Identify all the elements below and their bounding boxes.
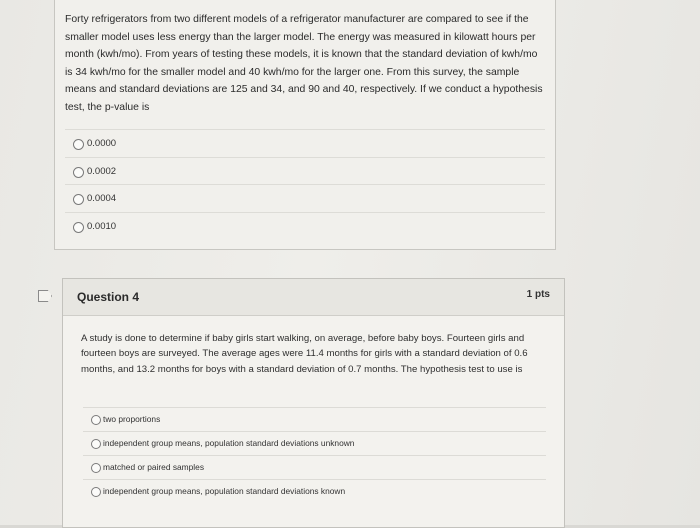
answer-label: independent group means, population standard deviations known <box>103 486 346 496</box>
question-3-answers <box>55 129 555 239</box>
answer-option-1[interactable] <box>83 407 546 431</box>
answer-label: 0.0000 <box>87 138 117 149</box>
radio-button[interactable] <box>73 194 84 205</box>
radio-button[interactable] <box>91 487 101 497</box>
radio-button[interactable] <box>91 439 101 449</box>
question-3-text: Forty refrigerators from two different models of a refrigerator manufacturer are compared to see if the smaller model uses less energy than the larger model. The energy was measured in kilowatt hours per month (kwh/mo). From years of testing these models, it is known that the standard deviation of kwh/mo is 34 kwh/mo for the smaller model and 40 kwh/mo for the larger one. From this survey, the sample means and standard deviations are 125 and 34, and 90 and 40, respectively. If we conduct a hypothesis test, the p-value is <box>65 14 543 113</box>
radio-button[interactable] <box>73 139 84 150</box>
radio-button[interactable] <box>91 463 101 473</box>
answer-option-4[interactable] <box>83 479 546 503</box>
answer-option-3[interactable] <box>83 455 546 479</box>
question-4-header <box>63 279 564 316</box>
answer-label: two proportions <box>103 414 161 424</box>
question-4-text: A study is done to determine if baby girls start walking, on average, before baby boys. Fourteen girls and fourteen boys are surveyed. The average ages were 11.4 months for girls with a standard deviation of 0.6 months, and 13.2 months for boys with a standard deviation of 0.7 months. The hypothesis test to use is <box>81 333 528 375</box>
question-points: 1 pts <box>526 289 550 300</box>
answer-label: independent group means, population standard deviations unknown <box>103 438 355 448</box>
answer-option-2[interactable] <box>65 157 545 185</box>
answer-option-1[interactable] <box>65 129 545 157</box>
answer-label: matched or paired samples <box>103 462 205 472</box>
answer-option-2[interactable] <box>83 431 546 455</box>
radio-button[interactable] <box>73 222 84 233</box>
flag-question-icon[interactable] <box>38 290 52 302</box>
radio-button[interactable] <box>91 415 101 425</box>
radio-button[interactable] <box>73 167 84 178</box>
answer-option-3[interactable] <box>65 184 545 212</box>
question-title: Question 4 <box>77 290 140 304</box>
question-4-card <box>62 278 565 528</box>
answer-label: 0.0004 <box>87 193 117 204</box>
question-4-answers <box>63 407 564 503</box>
answer-label: 0.0010 <box>87 220 117 232</box>
answer-option-4[interactable] <box>65 212 545 240</box>
question-3-card <box>54 0 556 250</box>
answer-label: 0.0002 <box>87 165 117 177</box>
